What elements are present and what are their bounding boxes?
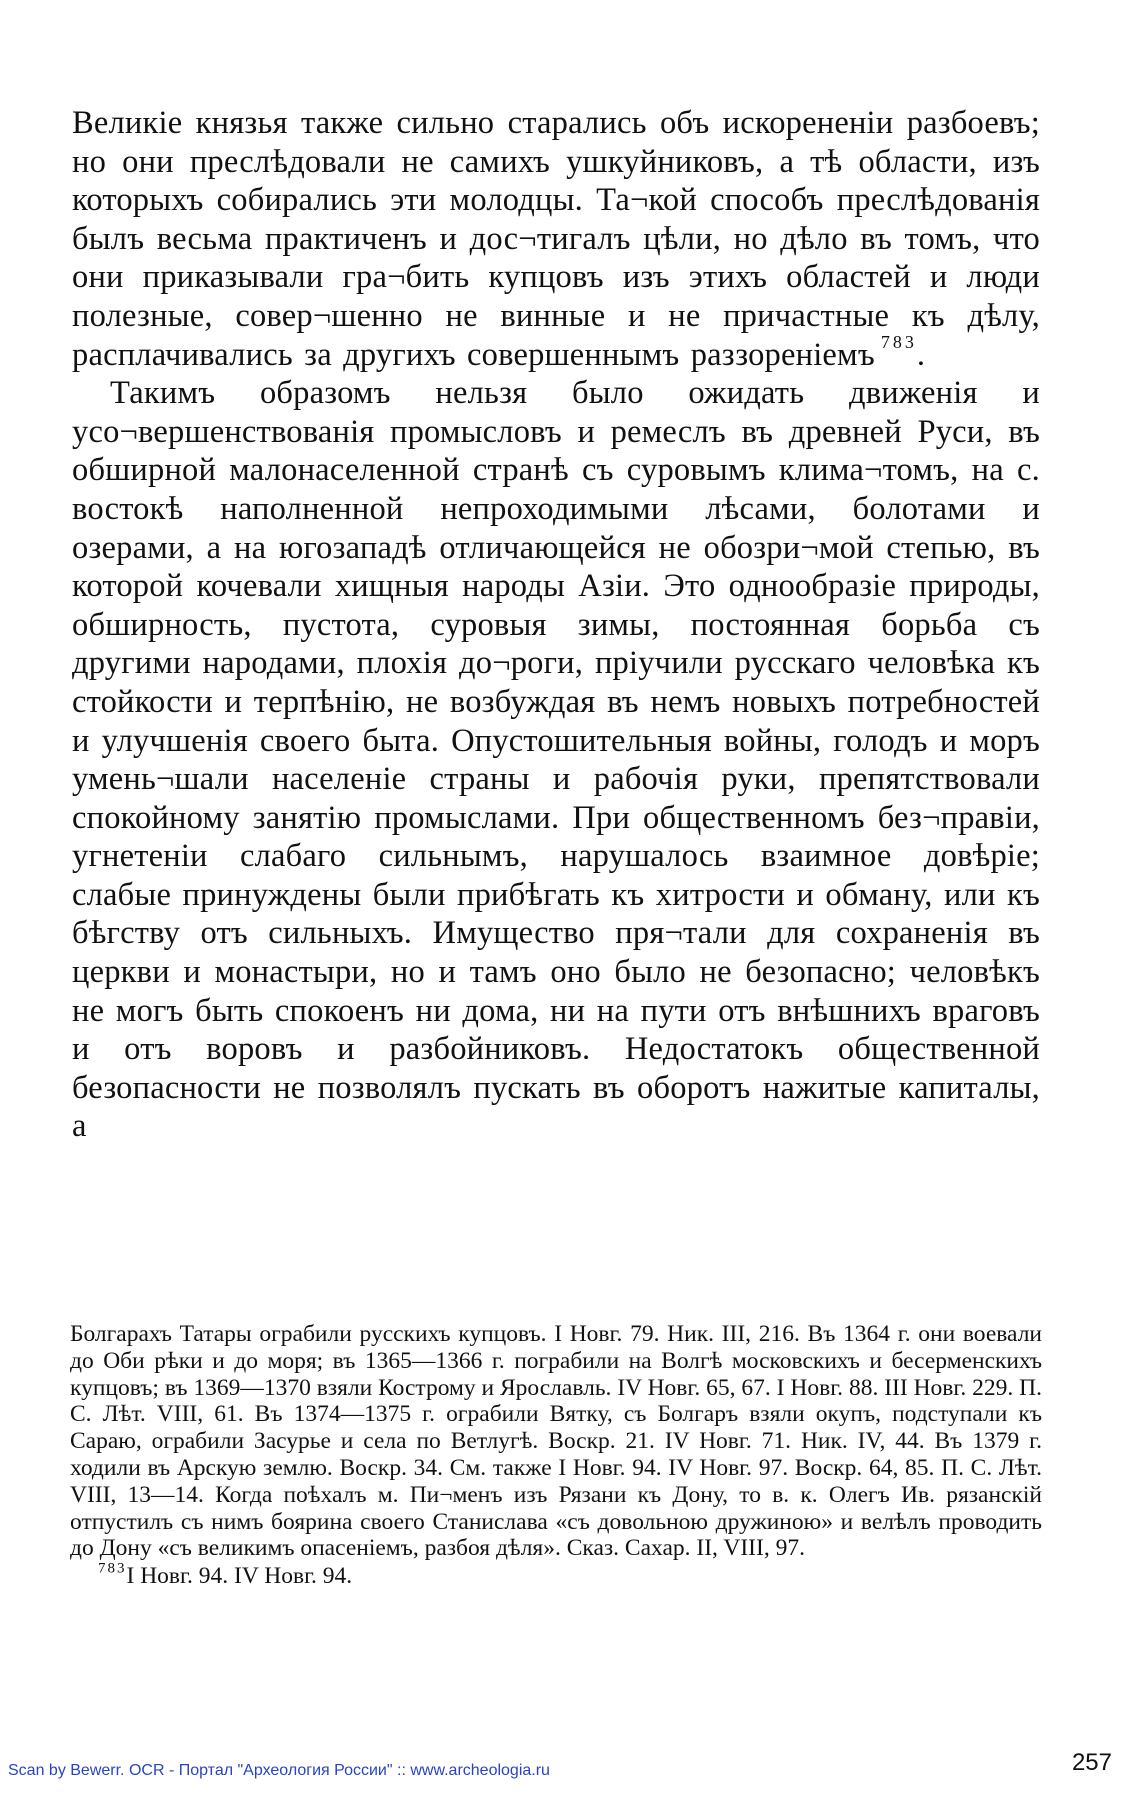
footnote-783-text: I Новг. 94. IV Новг. 94.: [126, 1563, 353, 1590]
paragraph-1-text: Великіе князья также сильно старались объ искорененіи разбоевъ; но они преслѣдовали не самихъ ушкуйниковъ, а тѣ области, изъ которыхъ собирались эти молодцы. Та¬кой способъ преслѣдованія былъ весьма практиченъ и дос¬тигалъ цѣли, но дѣло въ томъ, что они приказывали гра¬бить купцовъ изъ этихъ областей и люди полезные, совер¬шенно не винные и не причастные къ дѣлу, расплачивались за другихъ совершеннымъ раззореніемъ: [72, 105, 1040, 373]
footnote-783: [70, 1560, 1042, 1590]
page-number: 257: [1071, 1749, 1112, 1776]
footnote-marker-783: 783: [98, 1560, 127, 1577]
footnote-reference-783: 783: [880, 332, 917, 353]
paragraph-2: Такимъ образомъ нельзя было ожидать движенія и усо¬вершенствованія промысловъ и ремеслъ въ древней Руси, въ обширной малонаселенной странѣ съ суровымъ клима¬томъ, на с. востокѣ наполненной непроходимыми лѣсами, болотами и озерами, а на югозападѣ отличающейся не обозри¬мой степью, въ которой кочевали хищныя народы Азіи. Это однообразіе природы, обширность, пустота, суровыя зимы, постоянная борьба съ другими народами, плохія до¬роги, пріучили русскаго человѣка къ стойкости и терпѣнію, не возбуждая въ немъ новыхъ потребностей и улучшенія своего быта. Опустошительныя войны, голодъ и моръ умень¬шали населеніе страны и рабочія руки, препятствовали спокойному занятію промыслами. При общественномъ без¬правіи, угнетеніи слабаго сильнымъ, нарушалось взаимное довѣріе; слабые принуждены были прибѣгать къ хитрости и обману, или къ бѣгству отъ сильныхъ. Имущество пря¬тали для сохраненія въ церкви и монастыри, но и тамъ оно было не безопасно; человѣкъ не могъ быть спокоенъ ни дома, ни на пути отъ внѣшнихъ враговъ и отъ воровъ и разбойниковъ. Недостатокъ общественной безопасности не позволялъ пускать въ оборотъ нажитые капиталы, а: [72, 375, 1040, 1145]
main-text: [72, 104, 1040, 1146]
scan-credit: Scan by Bewerr. OCR - Портал "Археология России" :: www.archeologia.ru: [8, 1762, 550, 1779]
footnotes: [70, 1321, 1042, 1590]
paragraph-1-end: .: [916, 336, 926, 373]
footnote-continuation: Болгарахъ Татары ограбили русскихъ купцовъ. I Новг. 79. Ник. III, 216. Въ 1364 г. они воевали до Оби рѣки и до моря; въ 1365—1366 г. пограбили на Волгѣ московскихъ и бесерменскихъ купцовъ; въ 1369—1370 взяли Кострому и Ярославль. IV Новг. 65, 67. I Новг. 88. III Новг. 229. П. С. Лѣт. VIII, 61. Въ 1374—1375 г. ограбили Вятку, съ Болгаръ взяли окупъ, подступали къ Сараю, ограбили Засурье и села по Ветлугѣ. Воскр. 21. IV Новг. 71. Ник. IV, 44. Въ 1379 г. ходили въ Арскую землю. Воскр. 34. См. также I Новг. 94. IV Новг. 97. Воскр. 64, 85. П. С. Лѣт. VIII, 13—14. Когда поѣхалъ м. Пи¬менъ изъ Рязани къ Дону, то в. к. Олегъ Ив. рязанскій отпустилъ съ нимъ боярина своего Станислава «съ довольною дружиною» и велѣлъ проводить до Дону «съ великимъ опасеніемъ, разбоя дѣля». Сказ. Сахар. II, VIII, 97.: [70, 1321, 1042, 1562]
paragraph-1: [72, 104, 1040, 374]
